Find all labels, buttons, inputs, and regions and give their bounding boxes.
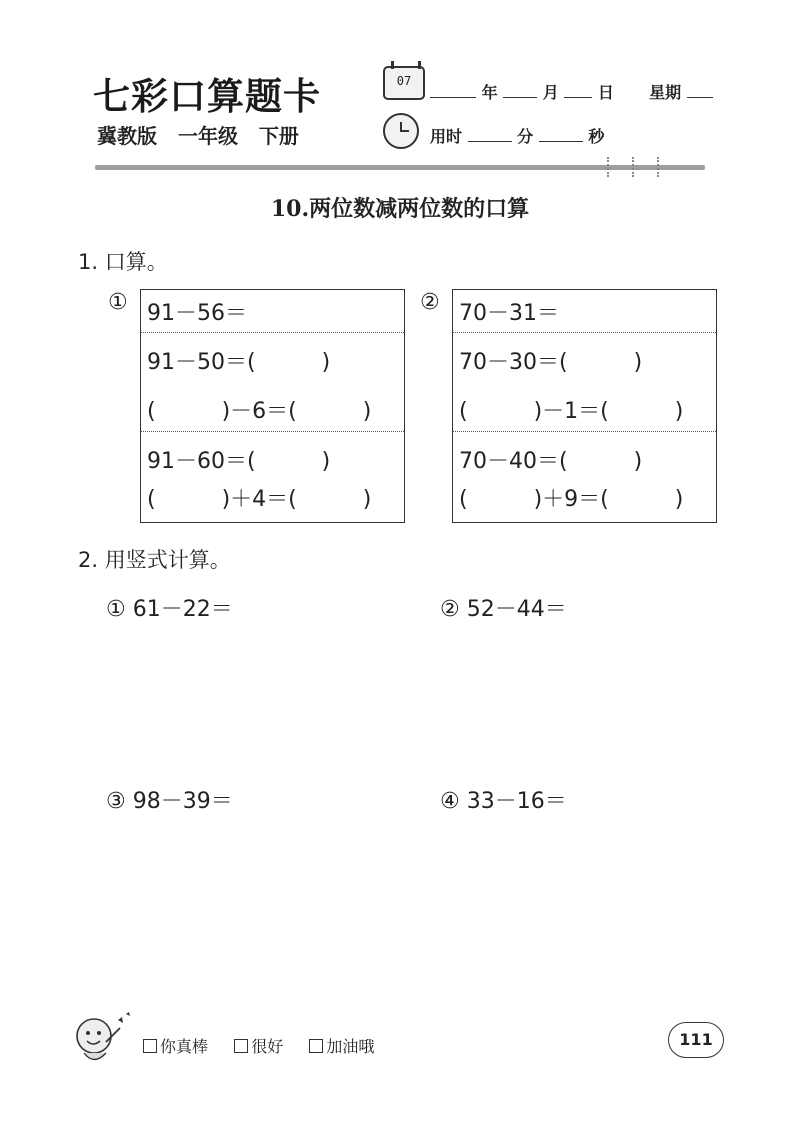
year-label: 年 xyxy=(481,83,498,102)
vertical-problem-2: ② 52－44＝ xyxy=(440,597,567,622)
month-blank[interactable] xyxy=(503,83,537,98)
box2-row-1: 70－31＝ xyxy=(459,301,559,326)
exercise-box-1 xyxy=(140,289,405,523)
page-number: 111 xyxy=(668,1022,724,1058)
time-label: 用时 xyxy=(430,127,463,146)
edition-label: 冀教版 一年级 下册 xyxy=(97,124,299,148)
box2-row-2: 70－30＝( ) xyxy=(459,350,643,375)
rating-label-3: 加油哦 xyxy=(326,1037,375,1056)
box1-marker: ① xyxy=(108,290,128,315)
brand-title: 七彩口算题卡 xyxy=(93,74,321,118)
day-label: 日 xyxy=(597,83,614,102)
box1-row-5: ( )＋4＝( ) xyxy=(147,487,372,512)
box1-row-3: ( )－6＝( ) xyxy=(147,399,372,424)
header-divider xyxy=(95,165,705,170)
box1-divider-1 xyxy=(141,332,404,333)
box2-divider-1 xyxy=(453,332,716,333)
vertical-problem-3: ③ 98－39＝ xyxy=(106,789,233,814)
mascot-image xyxy=(70,1008,134,1072)
minutes-label: 分 xyxy=(517,127,534,146)
box2-marker: ② xyxy=(420,290,440,315)
weekday-blank[interactable] xyxy=(687,83,713,98)
box1-row-1: 91－56＝ xyxy=(147,301,247,326)
exercise-box-2 xyxy=(452,289,717,523)
section2-heading: 2. 用竖式计算。 xyxy=(78,548,231,572)
calendar-icon xyxy=(383,66,425,100)
checkbox-icon xyxy=(309,1039,323,1053)
box1-divider-2 xyxy=(141,431,404,432)
box2-row-3: ( )－1＝( ) xyxy=(459,399,684,424)
vertical-problem-1: ① 61－22＝ xyxy=(106,597,233,622)
time-line xyxy=(430,124,604,147)
year-blank[interactable] xyxy=(430,83,476,98)
day-blank[interactable] xyxy=(564,83,592,98)
calendar-day: 07 xyxy=(396,74,412,88)
seconds-blank[interactable] xyxy=(539,127,583,142)
box2-row-5: ( )＋9＝( ) xyxy=(459,487,684,512)
rating-checkbox-3[interactable] xyxy=(309,1037,374,1056)
minutes-blank[interactable] xyxy=(468,127,512,142)
lesson-title: 10.两位数减两位数的口算 xyxy=(270,196,530,222)
weekday-label: 星期 xyxy=(649,83,682,102)
rating-checkbox-1[interactable] xyxy=(143,1037,208,1056)
rating-label-1: 你真棒 xyxy=(160,1037,209,1056)
seconds-label: 秒 xyxy=(588,127,605,146)
clock-icon xyxy=(383,113,419,149)
checkbox-icon xyxy=(143,1039,157,1053)
rating-checkbox-2[interactable] xyxy=(234,1037,283,1056)
box2-divider-2 xyxy=(453,431,716,432)
box2-row-4: 70－40＝( ) xyxy=(459,449,643,474)
checkbox-icon xyxy=(234,1039,248,1053)
month-label: 月 xyxy=(542,83,559,102)
section1-heading: 1. 口算。 xyxy=(78,250,168,274)
box1-row-4: 91－60＝( ) xyxy=(147,449,331,474)
rating-options xyxy=(143,1034,374,1057)
rating-label-2: 很好 xyxy=(251,1037,284,1056)
box1-row-2: 91－50＝( ) xyxy=(147,350,331,375)
date-line xyxy=(430,80,713,103)
vertical-problem-4: ④ 33－16＝ xyxy=(440,789,567,814)
